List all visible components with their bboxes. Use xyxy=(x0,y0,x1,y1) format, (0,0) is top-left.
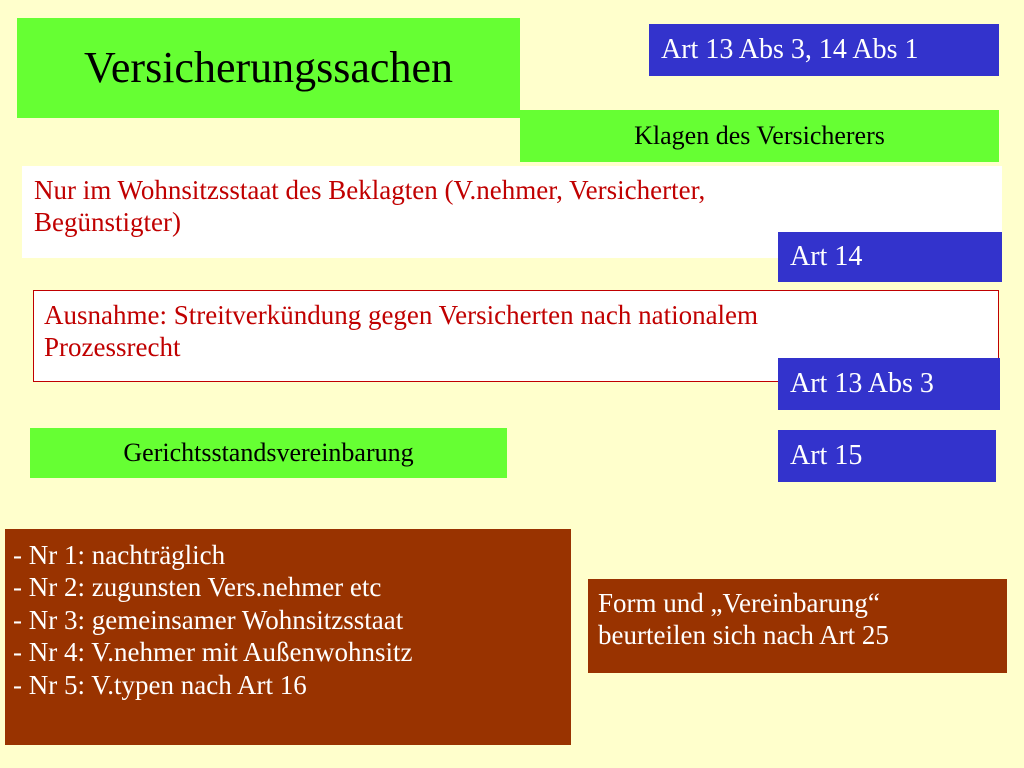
rule-line-1: Nur im Wohnsitzsstaat des Beklagten (V.nehmer, Versicherter, xyxy=(34,175,706,205)
rule-line-2: Begünstigter) xyxy=(34,207,181,238)
list-item: - Nr 1: nachträglich xyxy=(13,540,226,570)
agreement-items-list xyxy=(5,529,571,745)
form-note-art25 xyxy=(588,579,1007,673)
list-item: - Nr 3: gemeinsamer Wohnsitzsstaat xyxy=(13,604,404,635)
ref-art15: Art 15 xyxy=(778,430,996,482)
ref-art13-14: Art 13 Abs 3, 14 Abs 1 xyxy=(649,24,999,76)
list-item: - Nr 5: V.typen nach Art 16 xyxy=(13,669,307,700)
exception-line-2: Prozessrecht xyxy=(44,332,181,363)
form-note-line-2: beurteilen sich nach Art 25 xyxy=(598,620,889,651)
subtitle-klagen-des-versicherers: Klagen des Versicherers xyxy=(520,110,999,162)
ref-art13-abs3: Art 13 Abs 3 xyxy=(778,358,1000,410)
list-item: - Nr 4: V.nehmer mit Außenwohnsitz xyxy=(13,637,413,668)
exception-line-1: Ausnahme: Streitverkündung gegen Versicherten nach nationalem xyxy=(44,300,759,330)
ref-art14: Art 14 xyxy=(778,232,1002,282)
label-gerichtsstandsvereinbarung: Gerichtsstandsvereinbarung xyxy=(30,428,507,478)
slide-title: Versicherungssachen xyxy=(17,18,520,118)
form-note-line-1: Form und „Vereinbarung“ xyxy=(598,588,880,618)
list-item: - Nr 2: zugunsten Vers.nehmer etc xyxy=(13,572,382,603)
